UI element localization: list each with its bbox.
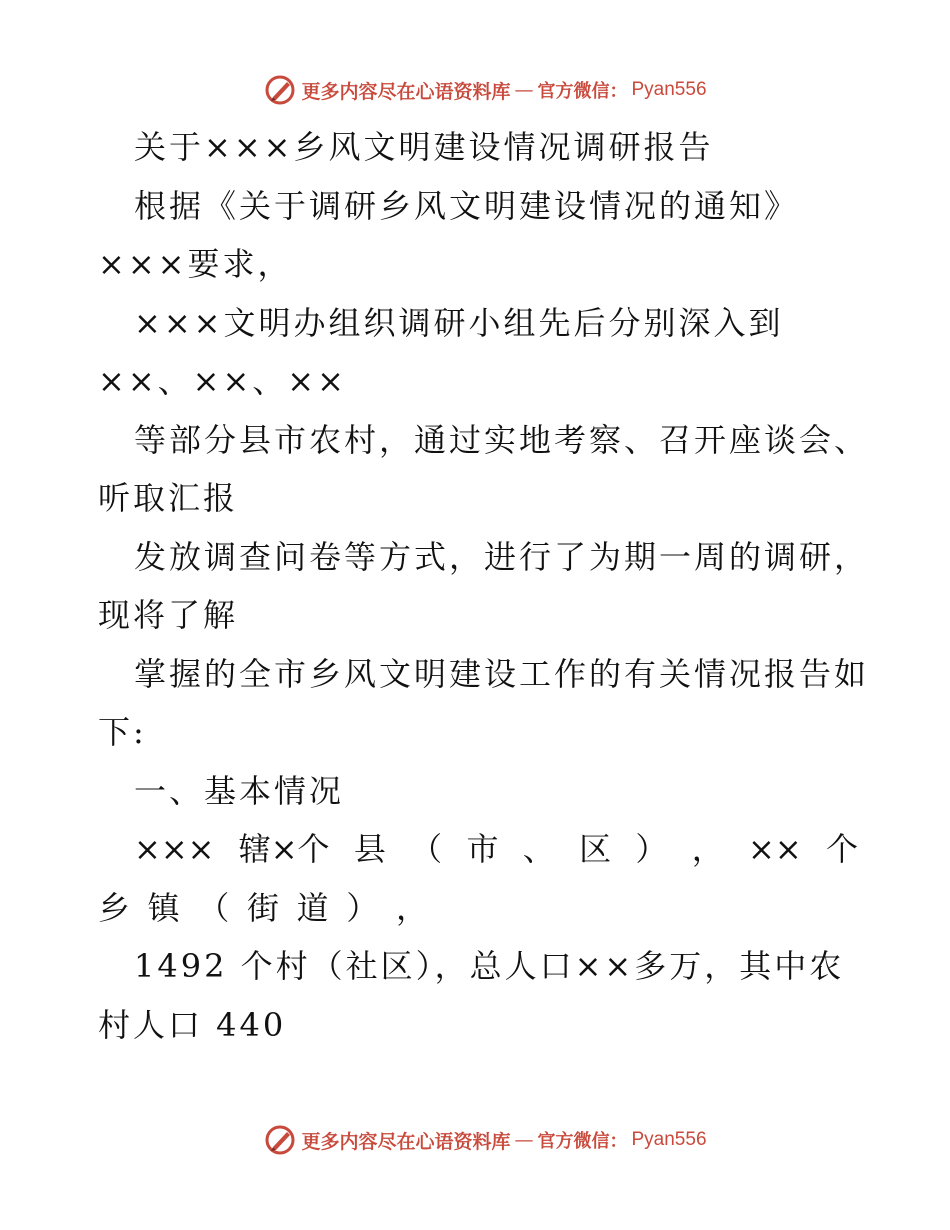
pen-logo-icon — [263, 1123, 297, 1157]
justified-line-2 — [98, 879, 428, 938]
banner-text: 更多内容尽在心语资料库 — [301, 1130, 511, 1153]
banner-wechat-label: 官方微信： — [537, 81, 628, 102]
text-segment: 市 — [466, 830, 499, 868]
paragraph-line: 发放调查问卷等方式，进行了为期一周的调研， — [134, 537, 870, 576]
text-segment: 个 — [825, 830, 858, 868]
text-segment: 道 — [296, 888, 329, 927]
paragraph-line: ×××文明办组织调研小组先后分别深入到 — [134, 303, 784, 342]
banner-wechat-id: Pyan556 — [631, 79, 707, 100]
section-heading: 一、基本情况 — [134, 771, 345, 810]
paragraph-line: 听取汇报 — [98, 479, 239, 517]
banner-wechat-id: Pyan556 — [631, 1129, 707, 1150]
banner-dash: — — [514, 1129, 534, 1151]
pen-logo-icon — [263, 73, 297, 107]
text-segment: 区 — [579, 830, 612, 868]
text-segment: ， — [395, 888, 428, 927]
text-segment: 辖×个 — [238, 830, 330, 868]
paragraph-line: 村人口 440 — [98, 1005, 287, 1044]
paragraph-line: 根据《关于调研乡风文明建设情况的通知》 — [134, 186, 800, 225]
document-title: 关于×××乡风文明建设情况调研报告 — [134, 128, 714, 166]
text-segment: 街 — [246, 888, 279, 927]
header-banner — [0, 70, 950, 110]
banner-wechat-label: 官方微信： — [537, 1131, 628, 1152]
text-segment: （ — [197, 888, 230, 927]
paragraph-line: 下: — [98, 713, 147, 751]
text-segment: ， — [691, 830, 724, 868]
text-segment: （ — [410, 830, 443, 868]
text-segment: 、 — [522, 830, 555, 868]
text-segment: 镇 — [147, 888, 180, 927]
banner-dash: — — [514, 79, 534, 101]
justified-line-1 — [98, 820, 858, 879]
paragraph-line: ×××要求， — [98, 245, 293, 283]
text-segment: ×× — [748, 830, 802, 868]
text-segment: ××× — [134, 830, 215, 868]
footer-banner — [0, 1120, 950, 1160]
text-segment: 乡 — [98, 888, 131, 927]
paragraph-line: 现将了解 — [98, 596, 239, 634]
text-segment: 县 — [353, 830, 386, 868]
paragraph-line: ××、××、×× — [98, 362, 347, 400]
banner-text: 更多内容尽在心语资料库 — [301, 80, 511, 103]
text-segment: ） — [346, 888, 379, 927]
paragraph-line: 掌握的全市乡风文明建设工作的有关情况报告如 — [134, 654, 870, 693]
paragraph-line: 等部分县市农村，通过实地考察、召开座谈会、 — [134, 420, 870, 459]
text-segment: ） — [635, 830, 668, 868]
paragraph-line: 1492 个村（社区），总人口××多万，其中农 — [134, 947, 845, 985]
document-body — [98, 118, 870, 1054]
